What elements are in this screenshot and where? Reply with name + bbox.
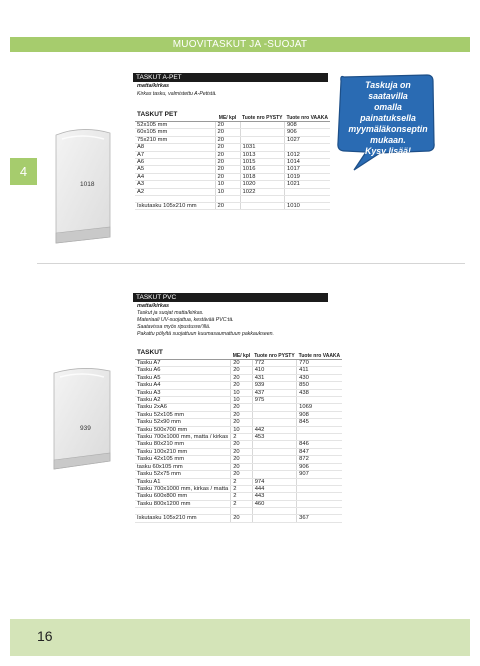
cell-name: Tasku 52x75 mm (135, 471, 231, 478)
pvc-description (137, 310, 274, 338)
cell-vaaka: 1014 (285, 159, 330, 166)
table-row (135, 389, 342, 396)
cell-vaaka (297, 500, 342, 507)
cell-pysty: 437 (252, 389, 296, 396)
table-header-row (135, 108, 330, 122)
cell-pysty: 1031 (240, 144, 284, 151)
table-row (135, 367, 342, 374)
column-header-name: TASKUT PET (135, 108, 215, 122)
pet-description (137, 91, 217, 98)
cell-me: 20 (231, 471, 253, 478)
cell-pysty (252, 441, 296, 448)
cell-me: 20 (231, 441, 253, 448)
cell-pysty (240, 196, 284, 203)
pvc-heading-text: TASKUT PVC (136, 294, 177, 301)
cell-name: A5 (135, 166, 215, 173)
table-header-row (135, 346, 342, 360)
cell-me: 20 (231, 448, 253, 455)
cell-vaaka: 1010 (285, 203, 330, 210)
cell-vaaka (297, 434, 342, 441)
cell-vaaka: 908 (285, 122, 330, 129)
pvc-section-heading (133, 293, 328, 302)
cell-pysty (252, 419, 296, 426)
cell-pysty (252, 404, 296, 411)
cell-pysty: 431 (252, 374, 296, 381)
cell-name: Tasku A5 (135, 374, 231, 381)
cell-name: Tasku 2xA6 (135, 404, 231, 411)
cell-vaaka: 1017 (285, 166, 330, 173)
cell-name: Tasku A1 (135, 478, 231, 485)
cell-name: Tasku 100x210 mm (135, 448, 231, 455)
table-row (135, 166, 330, 173)
table-row (135, 360, 342, 367)
table-row (135, 129, 330, 136)
callout-line: Taskuja on saatavilla (365, 80, 411, 101)
cell-name: Tasku 800x1200 mm (135, 500, 231, 507)
table-row (135, 411, 342, 418)
cell-me: 2 (231, 434, 253, 441)
table-row (135, 419, 342, 426)
cell-pysty: 1018 (240, 173, 284, 180)
cell-vaaka: 846 (297, 441, 342, 448)
cell-pysty: 974 (252, 478, 296, 485)
cell-me: 20 (215, 159, 240, 166)
cell-vaaka: 906 (285, 129, 330, 136)
table-row (135, 136, 330, 143)
cell-vaaka: 411 (297, 367, 342, 374)
cell-name: Iskutasku 105x210 mm (135, 515, 231, 522)
cell-me: 10 (231, 389, 253, 396)
cell-pysty (240, 136, 284, 143)
cell-name: Iskutasku 105x210 mm (135, 203, 215, 210)
table-row (135, 485, 342, 492)
cell-me: 20 (231, 367, 253, 374)
cell-me (231, 508, 253, 515)
cell-vaaka: 1012 (285, 151, 330, 158)
cell-pysty: 1015 (240, 159, 284, 166)
cell-pysty: 1013 (240, 151, 284, 158)
pet-table (135, 108, 330, 210)
callout-line: mukaan. (370, 135, 406, 145)
cell-vaaka: 907 (297, 471, 342, 478)
cell-me: 20 (215, 166, 240, 173)
cell-me: 20 (231, 411, 253, 418)
cell-me: 2 (231, 485, 253, 492)
pvc-image-label: 939 (80, 425, 91, 432)
callout-line: Kysy lisää! (365, 146, 411, 156)
table-row (135, 515, 342, 522)
cell-pysty (252, 515, 296, 522)
cell-vaaka (285, 188, 330, 195)
table-row (135, 508, 342, 515)
cell-name (135, 196, 215, 203)
cell-pysty: 410 (252, 367, 296, 374)
cell-name: Tasku A2 (135, 397, 231, 404)
pet-subtitle: matta/kirkas (137, 83, 170, 89)
cell-me: 20 (215, 151, 240, 158)
pvc-subtitle: matta/kirkas (137, 303, 170, 309)
cell-vaaka (285, 144, 330, 151)
cell-pysty (252, 456, 296, 463)
cell-vaaka: 845 (297, 419, 342, 426)
cell-vaaka (297, 493, 342, 500)
cell-name: 75x210 mm (135, 136, 215, 143)
cell-name: tasku 60x105 mm (135, 463, 231, 470)
pet-description-line: Kirkas tasku, valmistettu A-Petistä. (137, 91, 217, 97)
cell-pysty (240, 129, 284, 136)
cell-name: Tasku A7 (135, 360, 231, 367)
cell-vaaka: 1027 (285, 136, 330, 143)
cell-vaaka (297, 426, 342, 433)
cell-pysty: 444 (252, 485, 296, 492)
page-number: 16 (37, 628, 53, 644)
cell-vaaka: 872 (297, 456, 342, 463)
cell-vaaka: 908 (297, 411, 342, 418)
pet-section-heading (133, 73, 328, 82)
cell-me: 10 (215, 181, 240, 188)
cell-me: 20 (231, 463, 253, 470)
cell-pysty (252, 463, 296, 470)
cell-name: Tasku 700x1000 mm, matta / kirkas (135, 434, 231, 441)
cell-pysty (240, 203, 284, 210)
cell-name: Tasku 700x1000 mm, kirkas / matta (135, 485, 231, 492)
cell-pysty: 1016 (240, 166, 284, 173)
table-row (135, 397, 342, 404)
table-row (135, 173, 330, 180)
cell-name: Tasku A6 (135, 367, 231, 374)
cell-me: 20 (231, 404, 253, 411)
section-title: MUOVITASKUT JA -SUOJAT (172, 39, 308, 50)
cell-vaaka: 1069 (297, 404, 342, 411)
cell-me: 20 (215, 129, 240, 136)
cell-name: Tasku 500x700 mm (135, 426, 231, 433)
pvc-pocket-image (50, 365, 114, 473)
table-row (135, 196, 330, 203)
cell-name: Tasku 600x800 mm (135, 493, 231, 500)
cell-name: 52x105 mm (135, 122, 215, 129)
chapter-tab (10, 158, 37, 185)
cell-name: 60x105 mm (135, 129, 215, 136)
column-header-me: ME/ kpl (215, 108, 240, 122)
table-row (135, 441, 342, 448)
cell-name: Tasku 52x90 mm (135, 419, 231, 426)
cell-me: 20 (215, 136, 240, 143)
cell-me: 20 (231, 456, 253, 463)
callout-line: myymäläkonseptin (348, 124, 428, 134)
cell-vaaka: 1021 (285, 181, 330, 188)
table-row (135, 188, 330, 195)
cell-pysty: 443 (252, 493, 296, 500)
callout-text (346, 80, 430, 157)
cell-me: 20 (215, 203, 240, 210)
table-row (135, 456, 342, 463)
cell-name: A7 (135, 151, 215, 158)
cell-vaaka (285, 196, 330, 203)
cell-vaaka: 1019 (285, 173, 330, 180)
cell-me: 10 (231, 426, 253, 433)
cell-me: 2 (231, 500, 253, 507)
cell-pysty: 939 (252, 382, 296, 389)
cell-name: A3 (135, 181, 215, 188)
cell-vaaka: 438 (297, 389, 342, 396)
cell-name: A6 (135, 159, 215, 166)
cell-name: Tasku 52x105 mm (135, 411, 231, 418)
table-row (135, 493, 342, 500)
column-header-me: ME/ kpl (231, 346, 253, 360)
cell-name: Tasku 42x105 mm (135, 456, 231, 463)
pet-image-label: 1018 (80, 181, 95, 188)
cell-me: 10 (215, 188, 240, 195)
table-row (135, 404, 342, 411)
pvc-table (135, 346, 342, 523)
cell-vaaka: 770 (297, 360, 342, 367)
table-row (135, 374, 342, 381)
cell-vaaka: 847 (297, 448, 342, 455)
table-row (135, 122, 330, 129)
cell-pysty: 453 (252, 434, 296, 441)
cell-me: 20 (231, 515, 253, 522)
pvc-description-line: Materiaali UV-suojattua, kestävää PVC:tä. (137, 317, 234, 323)
table-row (135, 144, 330, 151)
cell-pysty: 460 (252, 500, 296, 507)
cell-me: 2 (231, 478, 253, 485)
cell-pysty: 772 (252, 360, 296, 367)
cell-pysty: 442 (252, 426, 296, 433)
section-title-bar (10, 37, 470, 52)
cell-me (215, 196, 240, 203)
cell-vaaka: 430 (297, 374, 342, 381)
cell-vaaka (297, 508, 342, 515)
cell-vaaka: 367 (297, 515, 342, 522)
cell-me: 2 (231, 493, 253, 500)
table-row (135, 151, 330, 158)
pvc-description-line: Saatavissa myös ripustusrei'illä. (137, 324, 211, 330)
cell-vaaka: 906 (297, 463, 342, 470)
column-header-vaaka: Tuote nro VAAKA (297, 346, 342, 360)
pet-heading-text: TASKUT A-PET (136, 74, 182, 81)
cell-pysty (252, 448, 296, 455)
table-row (135, 448, 342, 455)
cell-me: 20 (215, 173, 240, 180)
cell-me: 20 (215, 122, 240, 129)
column-header-pysty: Tuote nro PYSTY (240, 108, 284, 122)
pvc-description-line: Pakattu pölyltä suojattuun kuumasaumattuun pakkaukseen. (137, 331, 274, 337)
cell-name: A8 (135, 144, 215, 151)
cell-name: Tasku A3 (135, 389, 231, 396)
table-row (135, 159, 330, 166)
table-row (135, 426, 342, 433)
column-header-name: TASKUT (135, 346, 231, 360)
cell-pysty (252, 508, 296, 515)
cell-pysty (252, 471, 296, 478)
chapter-number: 4 (19, 164, 28, 179)
table-row (135, 434, 342, 441)
cell-vaaka: 850 (297, 382, 342, 389)
cell-pysty (252, 411, 296, 418)
cell-pysty: 1022 (240, 188, 284, 195)
page-footer (10, 619, 470, 656)
pvc-description-line: Taskut ja suojat matta/kirkas. (137, 310, 204, 316)
table-row (135, 471, 342, 478)
cell-me: 10 (231, 397, 253, 404)
column-header-vaaka: Tuote nro VAAKA (285, 108, 330, 122)
table-row (135, 500, 342, 507)
cell-vaaka (297, 485, 342, 492)
cell-me: 20 (231, 419, 253, 426)
cell-vaaka (297, 397, 342, 404)
cell-pysty: 1020 (240, 181, 284, 188)
cell-vaaka (297, 478, 342, 485)
cell-name (135, 508, 231, 515)
cell-me: 20 (231, 360, 253, 367)
callout-line: omalla painatuksella (360, 102, 416, 123)
cell-name: Tasku 80x210 mm (135, 441, 231, 448)
table-row (135, 203, 330, 210)
cell-name: Tasku A4 (135, 382, 231, 389)
cell-name: A2 (135, 188, 215, 195)
cell-pysty (240, 122, 284, 129)
table-row (135, 382, 342, 389)
cell-me: 20 (231, 374, 253, 381)
cell-me: 20 (231, 382, 253, 389)
cell-pysty: 975 (252, 397, 296, 404)
section-divider (37, 263, 465, 264)
table-row (135, 181, 330, 188)
table-row (135, 463, 342, 470)
column-header-pysty: Tuote nro PYSTY (252, 346, 296, 360)
cell-name: A4 (135, 173, 215, 180)
cell-me: 20 (215, 144, 240, 151)
table-row (135, 478, 342, 485)
